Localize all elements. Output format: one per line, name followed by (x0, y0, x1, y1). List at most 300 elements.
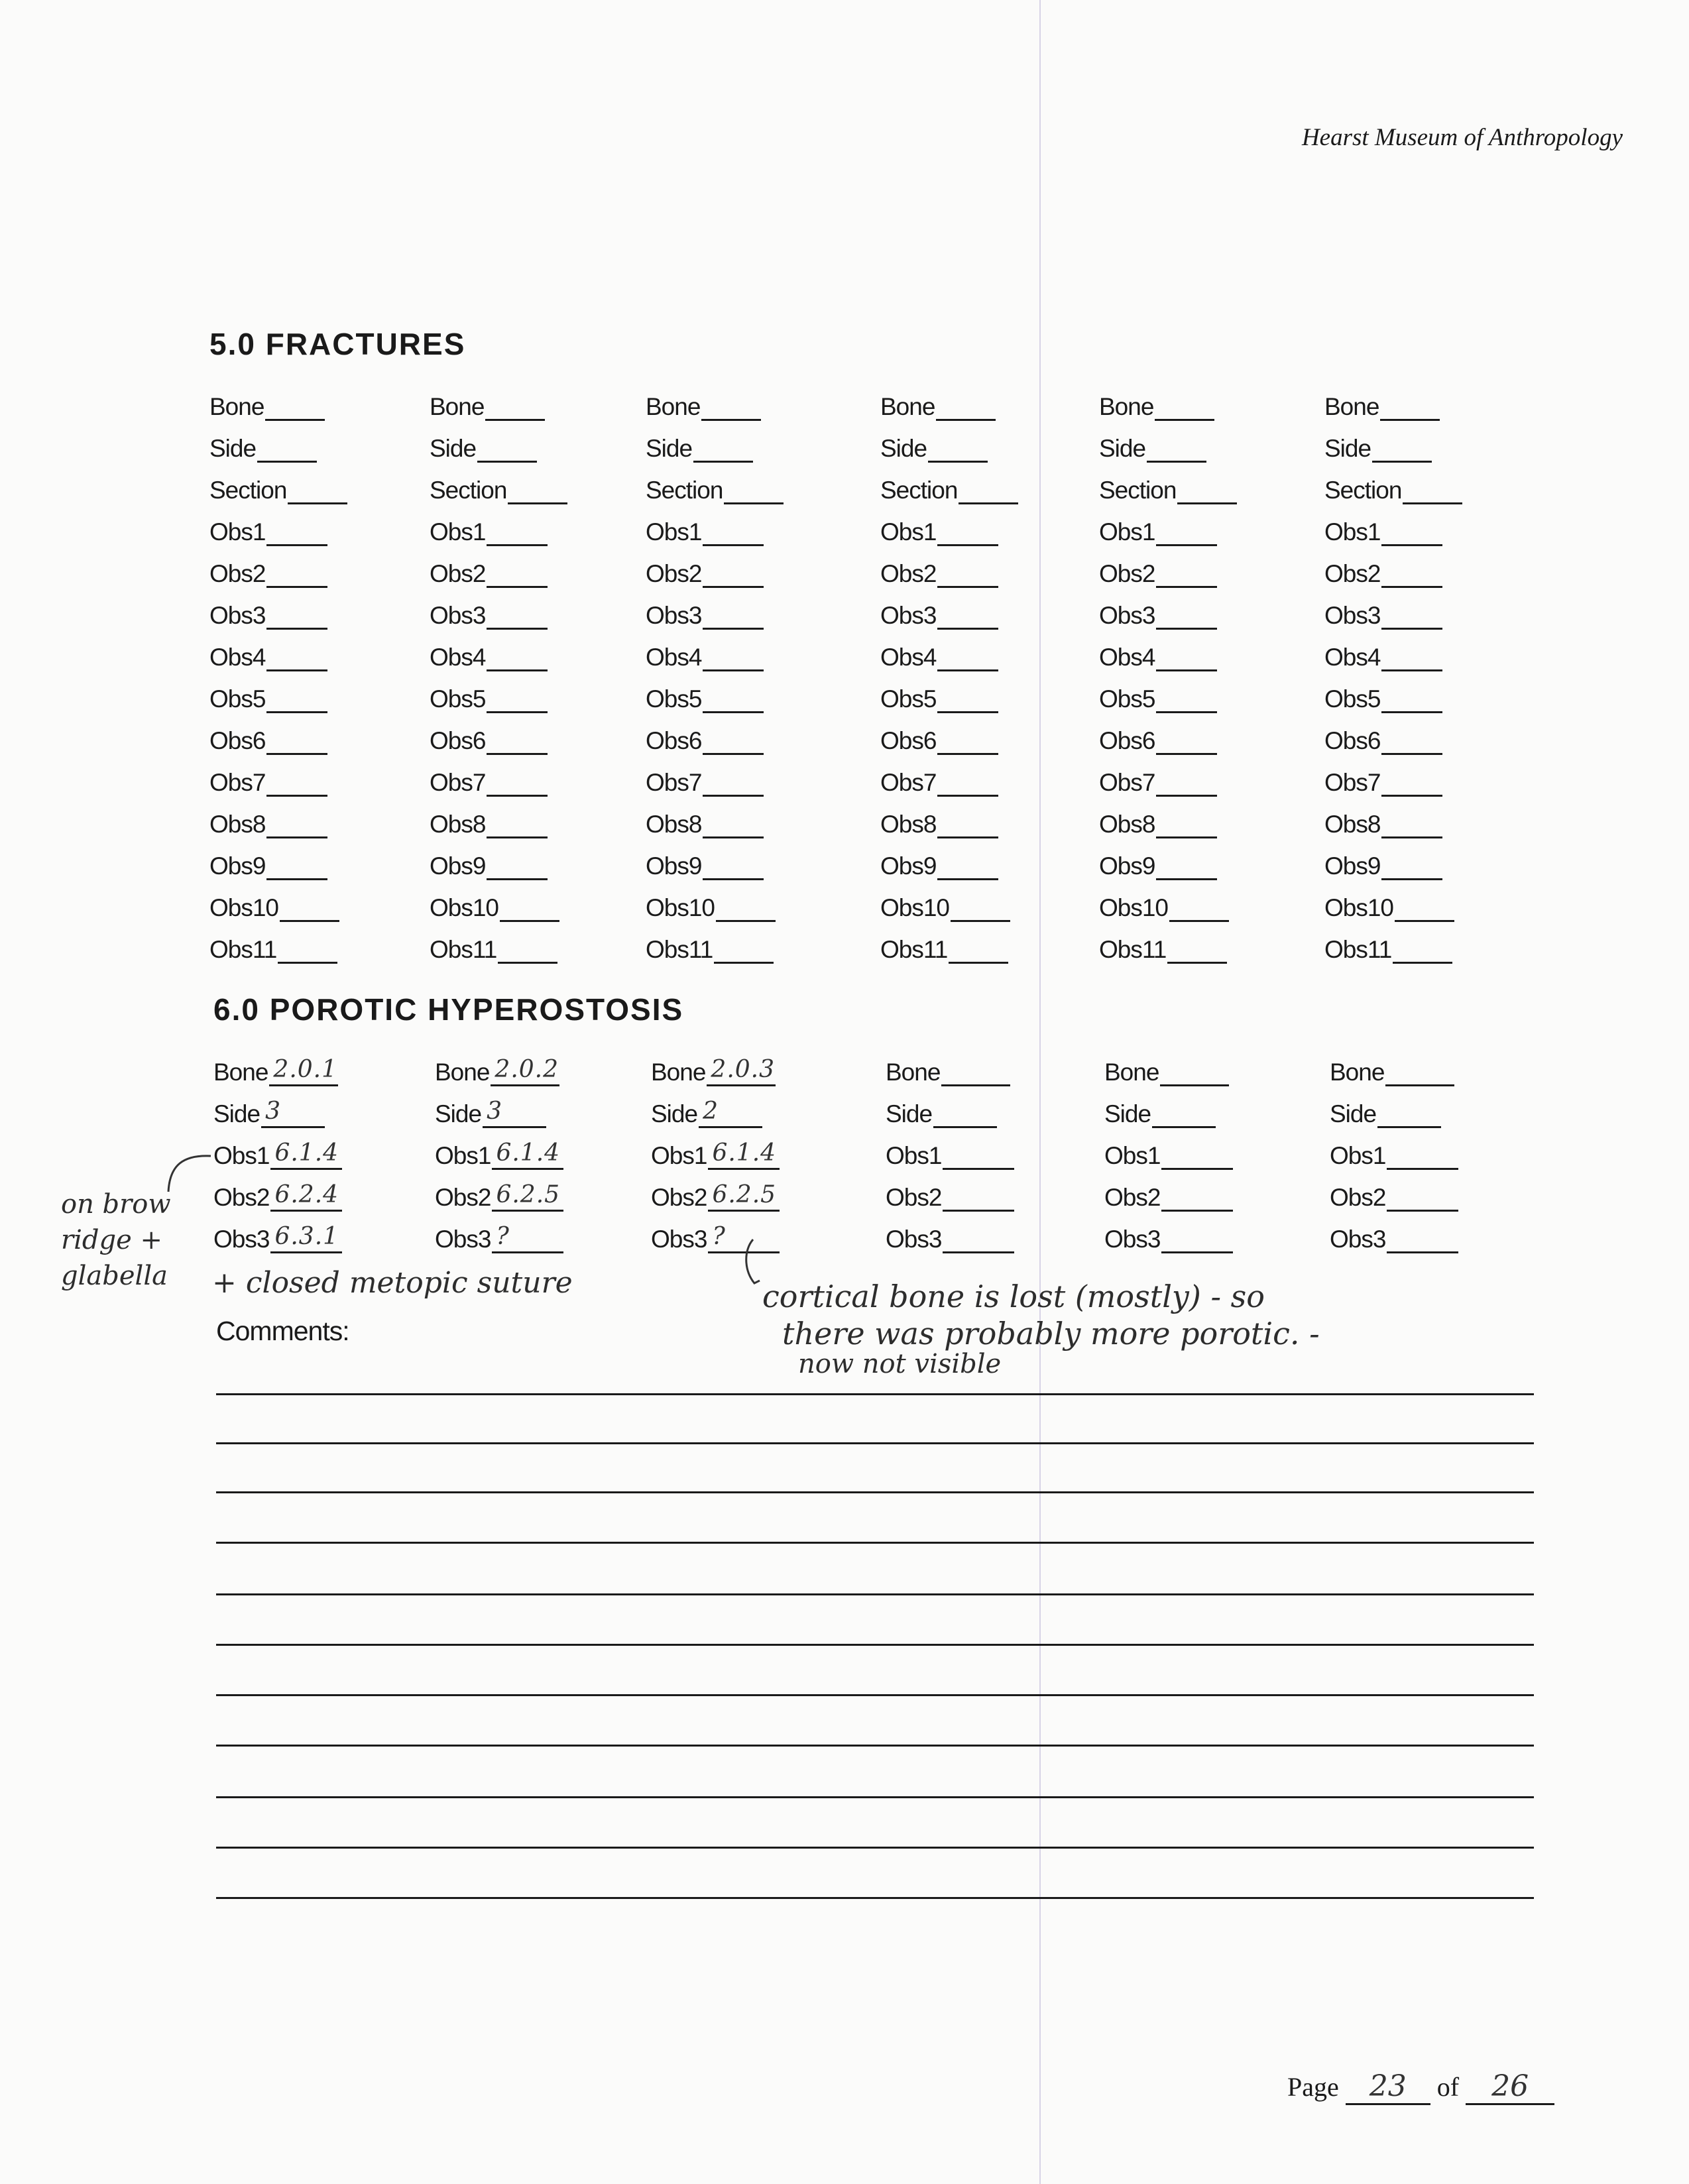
comment-line[interactable] (216, 1442, 1534, 1444)
margin-note-line: glabella (61, 1261, 168, 1291)
form-field (209, 922, 347, 964)
field-blank[interactable] (1161, 1228, 1233, 1253)
field-label: Side (213, 1100, 261, 1127)
field-blank[interactable] (937, 646, 998, 671)
field-blank[interactable] (1387, 1228, 1458, 1253)
field-blank[interactable] (1147, 437, 1206, 463)
field-label: Obs6 (209, 727, 266, 754)
form-field (213, 1170, 342, 1212)
comment-line[interactable] (216, 1491, 1534, 1493)
form-field (430, 671, 567, 713)
form-field (646, 546, 784, 588)
field-label: Side (435, 1100, 482, 1127)
form-field (1324, 504, 1462, 546)
field-label: Side (1324, 435, 1371, 462)
field-blank[interactable] (1387, 1186, 1458, 1212)
form-field (1324, 630, 1462, 671)
field-label: Obs7 (209, 769, 266, 796)
field-blank[interactable] (487, 604, 548, 630)
field-blank[interactable] (701, 395, 761, 421)
field-label: Obs1 (886, 1142, 942, 1169)
handwritten-value: 3 (487, 1098, 502, 1125)
field-blank[interactable] (270, 1223, 342, 1253)
page-number: 23 (1346, 2069, 1430, 2105)
fracture-column (1324, 379, 1462, 964)
form-field (646, 922, 784, 964)
form-field (430, 504, 567, 546)
field-blank[interactable] (936, 395, 996, 421)
field-blank[interactable] (703, 687, 764, 713)
field-blank[interactable] (508, 479, 567, 504)
form-field (646, 463, 784, 504)
field-blank[interactable] (937, 813, 998, 838)
field-blank[interactable] (485, 395, 545, 421)
porotic-column (435, 1045, 563, 1253)
comment-line[interactable] (216, 1897, 1534, 1899)
field-label: Obs3 (435, 1226, 491, 1253)
field-label: Obs4 (880, 644, 937, 671)
field-label: Section (1099, 477, 1177, 504)
page-total: 26 (1466, 2069, 1554, 2105)
field-blank[interactable] (278, 938, 337, 964)
field-label: Obs11 (1099, 936, 1167, 963)
field-label: Obs10 (1099, 894, 1169, 921)
form-field (1324, 713, 1462, 755)
form-field (1099, 588, 1237, 630)
form-field (435, 1170, 563, 1212)
field-blank[interactable] (1156, 687, 1217, 713)
form-field (880, 755, 1018, 797)
form-field (209, 755, 347, 797)
form-field (209, 546, 347, 588)
field-blank[interactable] (937, 771, 998, 797)
field-label: Side (646, 435, 693, 462)
fracture-column (430, 379, 567, 964)
form-field (1324, 379, 1462, 421)
form-field (1330, 1045, 1458, 1086)
field-label: Obs3 (430, 602, 486, 629)
form-field (1099, 880, 1237, 922)
field-label: Section (646, 477, 723, 504)
form-field (646, 379, 784, 421)
field-label: Side (880, 435, 927, 462)
field-blank[interactable] (724, 479, 784, 504)
field-blank[interactable] (288, 479, 347, 504)
field-blank[interactable] (257, 437, 317, 463)
field-blank[interactable] (1381, 604, 1442, 630)
porotic-column (886, 1045, 1014, 1253)
form-field (1099, 755, 1237, 797)
handwritten-value: 6.1.4 (274, 1139, 339, 1167)
field-label: Obs5 (209, 685, 266, 713)
handwritten-value: 6.1.4 (712, 1139, 777, 1167)
field-label: Section (1324, 477, 1402, 504)
field-blank[interactable] (943, 1186, 1014, 1212)
form-field (430, 463, 567, 504)
field-blank[interactable] (266, 854, 327, 880)
handwritten-value: 6.2.5 (496, 1181, 561, 1208)
field-blank[interactable] (1377, 1102, 1441, 1128)
field-blank[interactable] (1372, 437, 1432, 463)
field-label: Bone (435, 1059, 490, 1086)
form-field (1099, 797, 1237, 838)
field-label: Obs3 (1330, 1226, 1386, 1253)
fracture-column (209, 379, 347, 964)
field-blank[interactable] (1381, 729, 1442, 755)
field-label: Bone (1324, 393, 1379, 420)
form-field (886, 1170, 1014, 1212)
field-blank[interactable] (492, 1223, 563, 1253)
field-label: Obs10 (880, 894, 950, 921)
field-blank[interactable] (1156, 604, 1217, 630)
form-field (209, 880, 347, 922)
field-blank[interactable] (1380, 395, 1440, 421)
field-label: Side (1330, 1100, 1377, 1127)
handwritten-value: 6.2.5 (712, 1181, 777, 1208)
field-label: Section (430, 477, 507, 504)
field-blank[interactable] (703, 646, 764, 671)
field-blank[interactable] (943, 1144, 1014, 1170)
field-label: Side (651, 1100, 698, 1127)
field-label: Obs2 (1330, 1184, 1386, 1211)
field-blank[interactable] (937, 520, 998, 546)
field-blank[interactable] (1169, 896, 1229, 922)
fracture-column (880, 379, 1018, 964)
field-label: Obs7 (646, 769, 702, 796)
field-blank[interactable] (1156, 771, 1217, 797)
field-blank[interactable] (1381, 520, 1442, 546)
field-blank[interactable] (491, 1056, 559, 1086)
form-field (1099, 504, 1237, 546)
fracture-column (1099, 379, 1237, 964)
field-label: Obs2 (1324, 560, 1381, 587)
field-blank[interactable] (1381, 854, 1442, 880)
field-label: Obs1 (213, 1142, 270, 1169)
form-field (209, 379, 347, 421)
form-field (1099, 838, 1237, 880)
field-blank[interactable] (949, 938, 1008, 964)
field-blank[interactable] (266, 562, 327, 588)
comment-line[interactable] (216, 1847, 1534, 1849)
field-label: Bone (1330, 1059, 1385, 1086)
form-field (213, 1086, 342, 1128)
field-blank[interactable] (1385, 1061, 1454, 1086)
field-label: Obs11 (209, 936, 277, 963)
field-blank[interactable] (941, 1061, 1010, 1086)
field-blank[interactable] (693, 437, 753, 463)
form-field (646, 755, 784, 797)
field-blank[interactable] (487, 520, 548, 546)
field-blank[interactable] (266, 729, 327, 755)
field-blank[interactable] (937, 854, 998, 880)
porotic-column (1330, 1045, 1458, 1253)
field-blank[interactable] (959, 479, 1018, 504)
field-label: Obs5 (1324, 685, 1381, 713)
field-blank[interactable] (266, 813, 327, 838)
field-blank[interactable] (1156, 646, 1217, 671)
handwritten-value: ? (496, 1223, 510, 1250)
field-label: Obs6 (1099, 727, 1155, 754)
field-label: Side (1099, 435, 1146, 462)
field-blank[interactable] (487, 687, 548, 713)
field-blank[interactable] (483, 1098, 546, 1128)
form-field (1099, 463, 1237, 504)
field-blank[interactable] (708, 1139, 780, 1170)
form-field (1324, 922, 1462, 964)
form-field (646, 880, 784, 922)
field-label: Obs4 (646, 644, 702, 671)
form-field (880, 630, 1018, 671)
field-blank[interactable] (703, 520, 764, 546)
field-blank[interactable] (487, 562, 548, 588)
field-blank[interactable] (1156, 854, 1217, 880)
field-blank[interactable] (261, 1098, 325, 1128)
cortical-note-line: cortical bone is lost (mostly) - so (762, 1279, 1265, 1314)
field-blank[interactable] (266, 771, 327, 797)
form-field (880, 838, 1018, 880)
comment-line[interactable] (216, 1593, 1534, 1595)
field-blank[interactable] (943, 1228, 1014, 1253)
field-label: Obs4 (1324, 644, 1381, 671)
field-blank[interactable] (270, 1181, 342, 1212)
comment-line[interactable] (216, 1796, 1534, 1798)
field-blank[interactable] (703, 813, 764, 838)
field-blank[interactable] (937, 604, 998, 630)
comment-line[interactable] (216, 1745, 1534, 1747)
field-blank[interactable] (266, 646, 327, 671)
field-blank[interactable] (1161, 1186, 1233, 1212)
field-label: Obs2 (1104, 1184, 1161, 1211)
field-label: Side (1104, 1100, 1151, 1127)
field-blank[interactable] (498, 938, 557, 964)
field-blank[interactable] (703, 604, 764, 630)
form-field (213, 1212, 342, 1253)
form-field (213, 1128, 342, 1170)
form-field (209, 463, 347, 504)
form-field (651, 1086, 780, 1128)
form-field (1104, 1128, 1233, 1170)
form-field (1324, 797, 1462, 838)
comment-line[interactable] (216, 1393, 1534, 1395)
form-field (430, 880, 567, 922)
field-label: Side (886, 1100, 933, 1127)
field-label: Obs3 (646, 602, 702, 629)
field-blank[interactable] (487, 646, 548, 671)
field-label: Obs10 (430, 894, 499, 921)
handwritten-value: 6.3.1 (274, 1223, 339, 1250)
field-label: Obs1 (435, 1142, 491, 1169)
field-blank[interactable] (492, 1139, 563, 1170)
form-field (209, 671, 347, 713)
field-blank[interactable] (269, 1056, 338, 1086)
field-blank[interactable] (703, 562, 764, 588)
field-label: Obs11 (880, 936, 948, 963)
institution-header: Hearst Museum of Anthropology (1301, 124, 1623, 151)
form-field (1099, 630, 1237, 671)
form-field (430, 713, 567, 755)
field-blank[interactable] (1177, 479, 1237, 504)
field-label: Obs3 (651, 1226, 707, 1253)
field-label: Bone (651, 1059, 706, 1086)
field-blank[interactable] (703, 854, 764, 880)
form-field (1099, 421, 1237, 463)
cortical-note-line: now not visible (798, 1349, 1002, 1379)
field-label: Obs10 (646, 894, 715, 921)
margin-note-line: ridge + (61, 1225, 163, 1255)
field-blank[interactable] (1156, 813, 1217, 838)
field-blank[interactable] (265, 395, 325, 421)
field-label: Bone (880, 393, 935, 420)
form-field (1104, 1045, 1233, 1086)
field-label: Obs6 (1324, 727, 1381, 754)
field-label: Obs8 (209, 811, 266, 838)
handwritten-value: 2.0.1 (273, 1056, 338, 1083)
field-blank[interactable] (1393, 938, 1452, 964)
field-label: Obs9 (880, 852, 937, 880)
form-field (1099, 379, 1237, 421)
field-label: Obs2 (646, 560, 702, 587)
field-blank[interactable] (1403, 479, 1462, 504)
form-field (646, 630, 784, 671)
field-blank[interactable] (1381, 771, 1442, 797)
field-blank[interactable] (703, 771, 764, 797)
field-blank[interactable] (937, 687, 998, 713)
field-blank[interactable] (928, 437, 988, 463)
field-blank[interactable] (280, 896, 339, 922)
field-blank[interactable] (487, 854, 548, 880)
field-blank[interactable] (477, 437, 537, 463)
form-field (880, 546, 1018, 588)
field-blank[interactable] (937, 729, 998, 755)
field-label: Obs6 (880, 727, 937, 754)
form-field (646, 838, 784, 880)
field-blank[interactable] (270, 1139, 342, 1170)
field-blank[interactable] (266, 687, 327, 713)
field-blank[interactable] (933, 1102, 997, 1128)
field-blank[interactable] (1155, 395, 1214, 421)
field-blank[interactable] (699, 1098, 762, 1128)
field-label: Obs5 (1099, 685, 1155, 713)
comment-line[interactable] (216, 1694, 1534, 1696)
field-blank[interactable] (1156, 729, 1217, 755)
fold-line (1039, 0, 1041, 2184)
field-blank[interactable] (1381, 687, 1442, 713)
field-blank[interactable] (703, 729, 764, 755)
field-blank[interactable] (487, 771, 548, 797)
form-field (880, 504, 1018, 546)
field-blank[interactable] (707, 1056, 776, 1086)
field-blank[interactable] (1156, 520, 1217, 546)
field-label: Obs1 (1330, 1142, 1386, 1169)
form-field (1330, 1170, 1458, 1212)
handwritten-value: 2.0.2 (495, 1056, 559, 1083)
porotic-column (1104, 1045, 1233, 1253)
field-label: Obs10 (1324, 894, 1394, 921)
field-blank[interactable] (1161, 1144, 1233, 1170)
form-field (1324, 755, 1462, 797)
form-field (1330, 1212, 1458, 1253)
form-field (880, 379, 1018, 421)
field-label: Obs9 (646, 852, 702, 880)
field-blank[interactable] (708, 1181, 780, 1212)
field-label: Obs2 (886, 1184, 942, 1211)
handwritten-value: 6.1.4 (496, 1139, 561, 1167)
field-blank[interactable] (1381, 813, 1442, 838)
handwritten-value: ? (712, 1223, 726, 1250)
field-label: Bone (646, 393, 701, 420)
handwritten-value: 2.0.3 (711, 1056, 776, 1083)
form-field (209, 504, 347, 546)
field-blank[interactable] (1395, 896, 1454, 922)
field-blank[interactable] (951, 896, 1010, 922)
field-blank[interactable] (1167, 938, 1227, 964)
form-field (1099, 671, 1237, 713)
form-field (646, 421, 784, 463)
form-field (1099, 922, 1237, 964)
field-label: Obs3 (1104, 1226, 1161, 1253)
form-field (886, 1086, 1014, 1128)
form-field (435, 1128, 563, 1170)
field-label: Obs8 (1324, 811, 1381, 838)
form-field (880, 797, 1018, 838)
form-field (646, 713, 784, 755)
cortical-note-line: there was probably more porotic. - (782, 1316, 1320, 1351)
field-label: Obs2 (430, 560, 486, 587)
field-blank[interactable] (714, 938, 774, 964)
form-field (209, 630, 347, 671)
margin-note-line: on brow (61, 1189, 171, 1220)
form-field (646, 797, 784, 838)
form-field (651, 1128, 780, 1170)
field-label: Obs2 (435, 1184, 491, 1211)
field-blank[interactable] (266, 604, 327, 630)
field-label: Obs7 (430, 769, 486, 796)
field-blank[interactable] (1160, 1061, 1229, 1086)
form-field (1104, 1086, 1233, 1128)
form-field (880, 713, 1018, 755)
field-label: Obs1 (430, 518, 486, 546)
form-field (886, 1128, 1014, 1170)
field-blank[interactable] (266, 520, 327, 546)
field-blank[interactable] (1381, 562, 1442, 588)
field-label: Obs1 (646, 518, 702, 546)
form-field (435, 1045, 563, 1086)
form-field (646, 504, 784, 546)
form-field (1099, 713, 1237, 755)
field-blank[interactable] (487, 729, 548, 755)
field-blank[interactable] (937, 562, 998, 588)
field-blank[interactable] (1387, 1144, 1458, 1170)
field-blank[interactable] (487, 813, 548, 838)
field-label: Obs7 (1099, 769, 1155, 796)
form-field (430, 588, 567, 630)
form-field (651, 1045, 780, 1086)
form-field (1324, 880, 1462, 922)
field-blank[interactable] (716, 896, 776, 922)
field-blank[interactable] (1152, 1102, 1216, 1128)
form-field (880, 671, 1018, 713)
field-blank[interactable] (1381, 646, 1442, 671)
field-blank[interactable] (500, 896, 559, 922)
field-blank[interactable] (492, 1181, 563, 1212)
field-label: Obs4 (209, 644, 266, 671)
comment-line[interactable] (216, 1644, 1534, 1646)
form-field (651, 1170, 780, 1212)
form-field (880, 463, 1018, 504)
comment-line[interactable] (216, 1542, 1534, 1544)
field-blank[interactable] (1156, 562, 1217, 588)
handwritten-value: 2 (703, 1098, 719, 1125)
